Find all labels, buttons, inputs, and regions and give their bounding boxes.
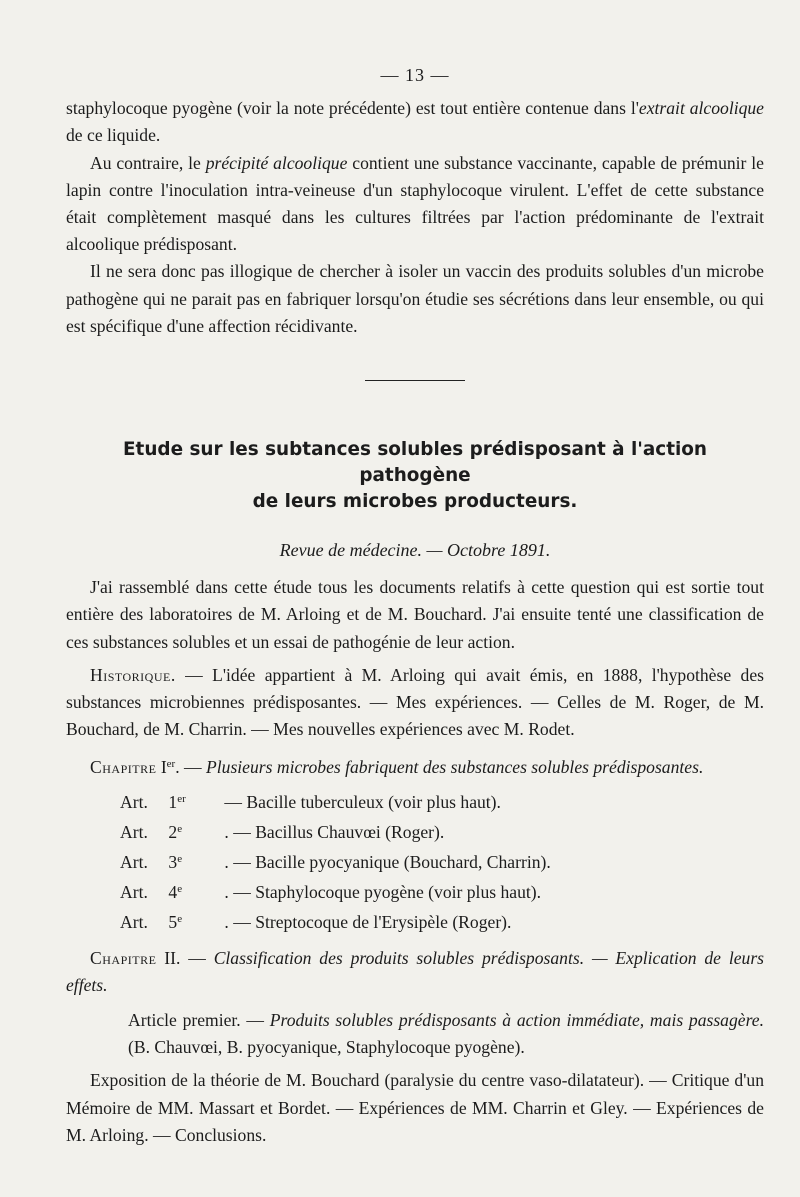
section-paragraph-1: J'ai rassemblé dans cette étude tous les documents relatifs à cette question qui est sortie tout entière des laboratoires de M. Arloing et de M. Bouchard. J'ai ensuite tenté une classification de ces substances solubles et un essai de pathogénie de leur action. [66,577,764,652]
exposition-paragraph: Exposition de la théorie de M. Bouchard (paralysie du centre vaso-dilatateur). — Critique d'un Mémoire de MM. Massart et Bordet. — Expériences de MM. Charrin et Gley. — Expériences de M. Arloing. — Conclusions. [66,1070,764,1145]
article-list [120,786,764,937]
section-title [66,437,764,515]
section-title-line-2: de leurs microbes producteurs. [252,491,578,513]
list-item: Art. 4e . — Staphylocoque pyogène (voir plus haut). [120,882,542,903]
list-item: Art. 5e . — Streptocoque de l'Erysipèle (Roger). [120,912,512,933]
chapter-2-heading: Chapitre II. — Classification des produits solubles prédisposants. — Explication de leurs effets. [66,947,765,995]
list-item: Art. 1er — Bacille tuberculeux (voir plus haut). [120,791,501,812]
section-title-line-1: Etude sur les subtances solubles prédisposant à l'action pathogène [122,439,708,487]
source-citation: Revue de médecine. — Octobre 1891. [279,540,551,561]
document-page [66,62,764,1149]
section-divider [365,380,465,381]
historique-label: Historique. [90,664,176,685]
page-number: — 13 — [380,65,450,85]
chapter-1-heading: Chapitre Ier. — Plusieurs microbes fabriquent des substances solubles prédisposantes. [90,757,704,778]
intro-paragraph-1: staphylocoque pyogène (voir la note précédente) est tout entière contenue dans l'extrait alcoolique de ce liquide. [66,98,764,146]
list-item: Art. 2e . — Bacillus Chauvœi (Roger). [120,821,445,842]
intro-paragraph-2: Au contraire, le précipité alcoolique contient une substance vaccinante, capable de prémunir le lapin contre l'inoculation intra-veineuse d'un staphylocoque virulent. L'effet de cette substance était complètement masqué dans les cultures filtrées par l'action prédominante de l'extrait alcoolique prédisposant. [66,152,764,255]
article-premier: Article premier. — Produits solubles prédisposants à action immédiate, mais passagère. (B. Chauvœi, B. pyocyanique, Staphylocoque pyogène). [128,1010,764,1058]
historique-paragraph: Historique. — L'idée appartient à M. Arloing qui avait émis, en 1888, l'hypothèse des substances microbiennes prédisposantes. — Mes expériences. — Celles de M. Roger, de M. Bouchard, de M. Charrin. — Mes nouvelles expériences avec M. Rodet. [66,664,764,740]
intro-paragraph-3: Il ne sera donc pas illogique de chercher à isoler un vaccin des produits solubles d'un microbe pathogène qui ne parait pas en fabriquer lorsqu'on étudie ses sécrétions dans leur ensemble, ou qui est spécifique d'une affection récidivante. [66,261,764,336]
list-item: Art. 3e . — Bacille pyocyanique (Bouchard, Charrin). [120,852,551,873]
